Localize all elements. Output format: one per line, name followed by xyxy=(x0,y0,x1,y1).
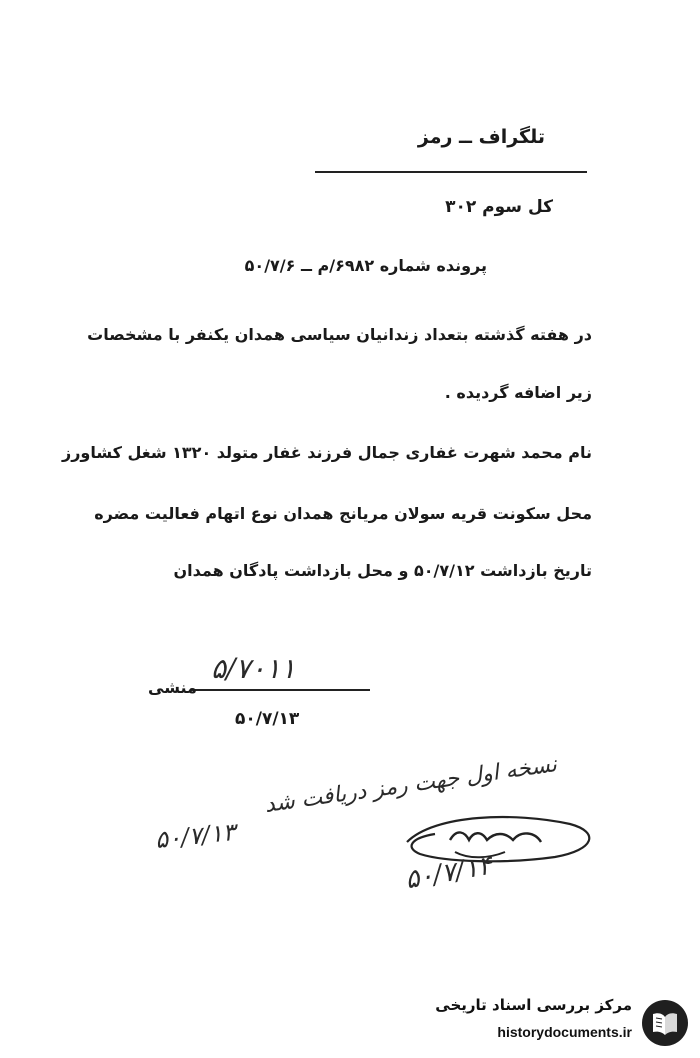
archive-logo xyxy=(412,994,700,1058)
title-underline xyxy=(315,171,587,173)
body-line-2: زیر اضافه گردیده . xyxy=(444,383,592,402)
org-url: historydocuments.ir xyxy=(497,1024,632,1040)
body-line-3: نام محمد شهرت غفاری جمال فرزند غفار متولد ۱۳۲۰ شغل کشاورز xyxy=(61,443,592,462)
handwritten-date-left: ۵۰/۷/۱۳ xyxy=(153,817,237,855)
handwritten-note: نسخه اول جهت رمز دریافت شد xyxy=(263,752,559,818)
file-number: پرونده شماره ۶۹۸۲/م ــ ۵۰/۷/۶ xyxy=(244,256,487,275)
org-name: مرکز بررسی اسناد تاریخی xyxy=(435,996,632,1014)
body-line-1: در هفته گذشته بتعداد زندانیان سیاسی همدان یکنفر با مشخصات xyxy=(87,325,592,344)
secretary-label: منشی xyxy=(148,678,197,697)
signature-code: ۵/۷۰۱۱ xyxy=(211,652,296,685)
body-line-4: محل سکونت قریه سولان مریانج همدان نوع اتهام فعالیت مضره xyxy=(94,504,592,523)
reference-line: کل سوم ۳۰۲ xyxy=(445,197,553,217)
signature-date: ۵۰/۷/۱۳ xyxy=(235,709,300,729)
document-title: تلگراف ــ رمز xyxy=(417,126,545,148)
signature-line xyxy=(190,689,370,691)
book-logo-icon xyxy=(640,998,690,1048)
body-line-5: تاریخ بازداشت ۵۰/۷/۱۲ و محل بازداشت پادگان همدان xyxy=(173,561,592,580)
handwritten-date-right: ۵۰/۷/۱۴ xyxy=(403,850,495,896)
